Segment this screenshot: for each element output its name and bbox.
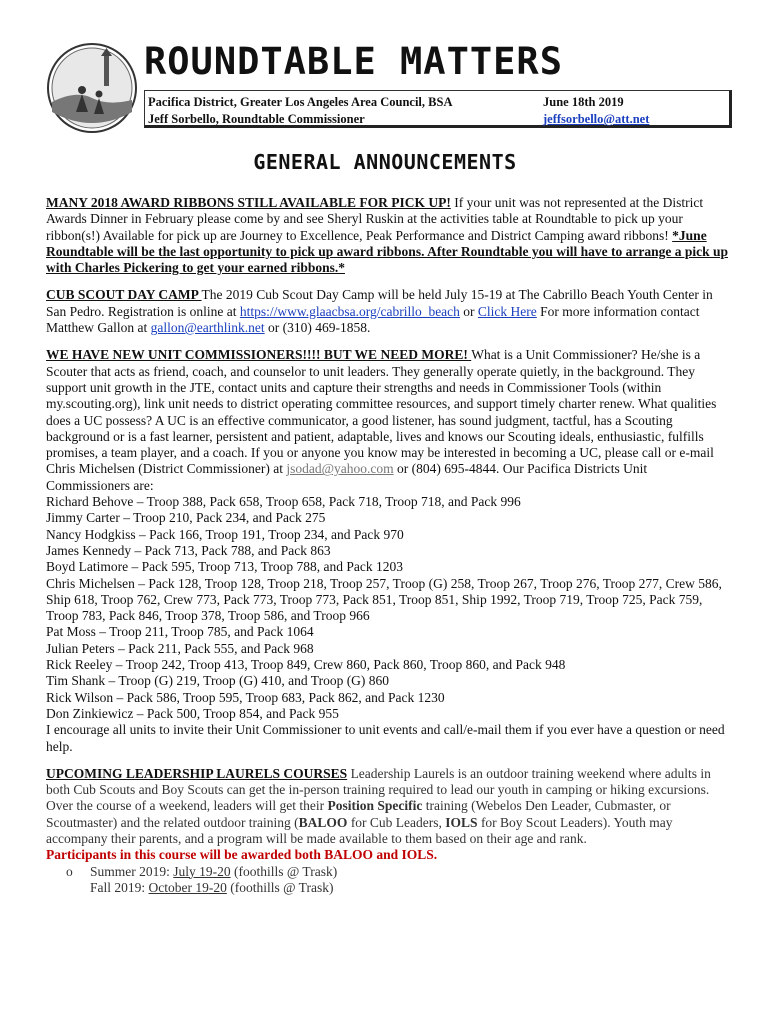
commissioner-item: Boyd Latimore – Pack 595, Troop 713, Troop 788, and Pack 1203	[46, 559, 404, 575]
session-location: (foothills @ Trask)	[230, 863, 338, 879]
ribbons-paragraph	[46, 195, 728, 276]
daycamp-body1: The 2019 Cub Scout Day Camp will be held July 15-19 at The Cabrillo Beach Youth Center in San Pedro. Registration is online at	[46, 287, 713, 319]
daycamp-or: or	[459, 303, 478, 319]
jsodad-email-link[interactable]: jsodad@yahoo.com	[286, 461, 394, 477]
commissioner-item: James Kennedy – Pack 713, Pack 788, and Pack 863	[46, 542, 331, 558]
laurels-heading: UPCOMING LEADERSHIP LAURELS COURSES	[46, 765, 348, 781]
commissioner-item: Rick Wilson – Pack 586, Troop 595, Troop 683, Pack 862, and Pack 1230	[46, 689, 445, 705]
commissioner-line: Jeff Sorbello, Roundtable Commissioner	[148, 112, 365, 126]
laurels-body3: for Cub Leaders,	[347, 814, 446, 830]
commissioners-body2: or (804) 695-4844. Our Pacifica Districts Unit Commissioners are:	[46, 461, 648, 493]
commissioners-intro	[46, 347, 728, 494]
session-label: Summer 2019:	[90, 863, 174, 879]
commissioner-item: Richard Behove – Troop 388, Pack 658, Troop 658, Pack 718, Troop 718, and Pack 996	[46, 494, 521, 510]
district-logo	[46, 42, 138, 134]
session-location: (foothills @ Trask)	[226, 879, 334, 895]
commissioner-item: Nancy Hodgkiss – Pack 166, Troop 191, Troop 234, and Pack 970	[46, 526, 404, 542]
commissioner-item: Pat Moss – Troop 211, Troop 785, and Pack 1064	[46, 624, 314, 640]
ribbons-emphasis: *June Roundtable will be the last opportunity to pick up award ribbons. After Roundtable you will have to arrange a pick up with Charles Pickering to get your earned ribbons.*	[46, 227, 728, 276]
daycamp-body2: For more information contact Matthew Gallon at	[46, 303, 700, 336]
laurels-body1: Leadership Laurels is an outdoor training weekend where adults in both Cub Scouts and Boy Scouts can get the in-person training required to lead our youth in camping or hiking excursions. Over the course of a weekend, leaders will get their	[46, 765, 711, 814]
click-here-link[interactable]: Click Here	[477, 303, 537, 319]
laurels-session-fall	[46, 880, 728, 896]
laurels-body4: for Boy Scout Leaders). Youth may accompany their parents, and a program will be made available to them based on their age and rank.	[46, 814, 673, 846]
session-date: October 19-20	[148, 879, 227, 895]
laurels-iols: IOLS	[445, 814, 478, 830]
session-label: Fall 2019:	[90, 879, 149, 895]
ribbons-body: If your unit was not represented at the District Awards Dinner in February please come by and see Sheryl Ruskin at the activities table at Roundtable to pick up your ribbon(s!) Available for pick up are Journey to Excellence, Peak Performance and District Camping award ribbons!	[46, 195, 704, 243]
gallon-email-link[interactable]: gallon@earthlink.net	[150, 320, 265, 336]
laurels-red-note: Participants in this course will be awarded both BALOO and IOLS.	[46, 847, 438, 863]
session-date: July 19-20	[173, 863, 231, 879]
commissioners-heading: WE HAVE NEW UNIT COMMISSIONERS!!!! BUT WE NEED MORE!	[46, 347, 472, 363]
daycamp-body3: or (310) 469-1858.	[264, 320, 371, 336]
laurels-baloo: BALOO	[298, 814, 348, 830]
newsletter-title: ROUNDTABLE MATTERS	[144, 40, 563, 83]
commissioner-item: Don Zinkiewicz – Pack 500, Troop 854, and Pack 955	[46, 705, 339, 721]
daycamp-url-link[interactable]: https://www.glaacbsa.org/cabrillo_beach	[239, 303, 460, 319]
commissioner-item: Jimmy Carter – Troop 210, Pack 234, and Pack 275	[46, 510, 326, 526]
announcements-body	[46, 195, 728, 896]
district-line: Pacifica District, Greater Los Angeles Area Council, BSA	[148, 95, 453, 109]
commissioner-item: Julian Peters – Pack 211, Pack 555, and Pack 968	[46, 640, 314, 656]
laurels-body2: training (Webelos Den Leader, Cubmaster, or Scoutmaster) and the related outdoor training (	[46, 798, 671, 830]
ribbons-heading: MANY 2018 AWARD RIBBONS STILL AVAILABLE FOR PICK UP!	[46, 195, 451, 210]
section-title: GENERAL ANNOUNCEMENTS	[253, 150, 517, 174]
commissioners-closing: I encourage all units to invite their Unit Commissioner to unit events and call/e-mail them if you ever have a question or need help.	[46, 722, 725, 754]
commissioners-section	[46, 347, 728, 754]
daycamp-paragraph	[46, 287, 728, 336]
header-info-box	[144, 90, 732, 128]
commissioners-body1: What is a Unit Commissioner? He/she is a Scouter that acts as friend, coach, and counselor to unit leaders. They generally operate quietly, in the background. They support unit growth in the JTE, contact units and capture their strengths and needs in Commissioner Tools (within my.scouting.org), link unit needs to district operating committee resources, and support timely charter renew. What qualities does a UC possess? A UC is an effective communicator, a good listener, has sound judgment, tactful, has a Scouting background or is a fast learner, persistent and patient, adaptable, lives and knows our Scouting ideals, enthusiastic, fulfills promises, a team player, and a coach. If you or anyone you know may be interested in becoming a UC, please call or e-mail Chris Michelsen (District Commissioner) at	[46, 347, 717, 477]
commissioner-item: Tim Shank – Troop (G) 219, Troop (G) 410, and Troop (G) 860	[46, 673, 390, 689]
laurels-paragraph	[46, 766, 728, 847]
laurels-section	[46, 766, 728, 896]
commissioner-item: Chris Michelsen – Pack 128, Troop 128, Troop 218, Troop 257, Troop (G) 258, Troop 267, Troop 276, Troop 277, Crew 586, Ship 618, Troop 762, Crew 773, Pack 773, Troop 773, Pack 851, Troop 851, Ship 1992, Troop 719, Troop 725, Pack 759, Troop 783, Pack 846, Troop 378, Troop 586, and Troop 966	[46, 575, 722, 624]
bullet-mark: o	[66, 863, 73, 879]
daycamp-heading: CUB SCOUT DAY CAMP	[46, 287, 202, 303]
commissioner-list	[46, 494, 728, 722]
issue-date: June 18th 2019	[543, 95, 624, 109]
commissioner-item: Rick Reeley – Troop 242, Troop 413, Troop 849, Crew 860, Pack 860, Troop 860, and Pack 948	[46, 657, 566, 673]
header-email-link[interactable]: jeffsorbello@att.net	[543, 112, 650, 126]
laurels-session-summer	[46, 864, 728, 880]
laurels-position-specific: Position Specific	[327, 798, 423, 814]
